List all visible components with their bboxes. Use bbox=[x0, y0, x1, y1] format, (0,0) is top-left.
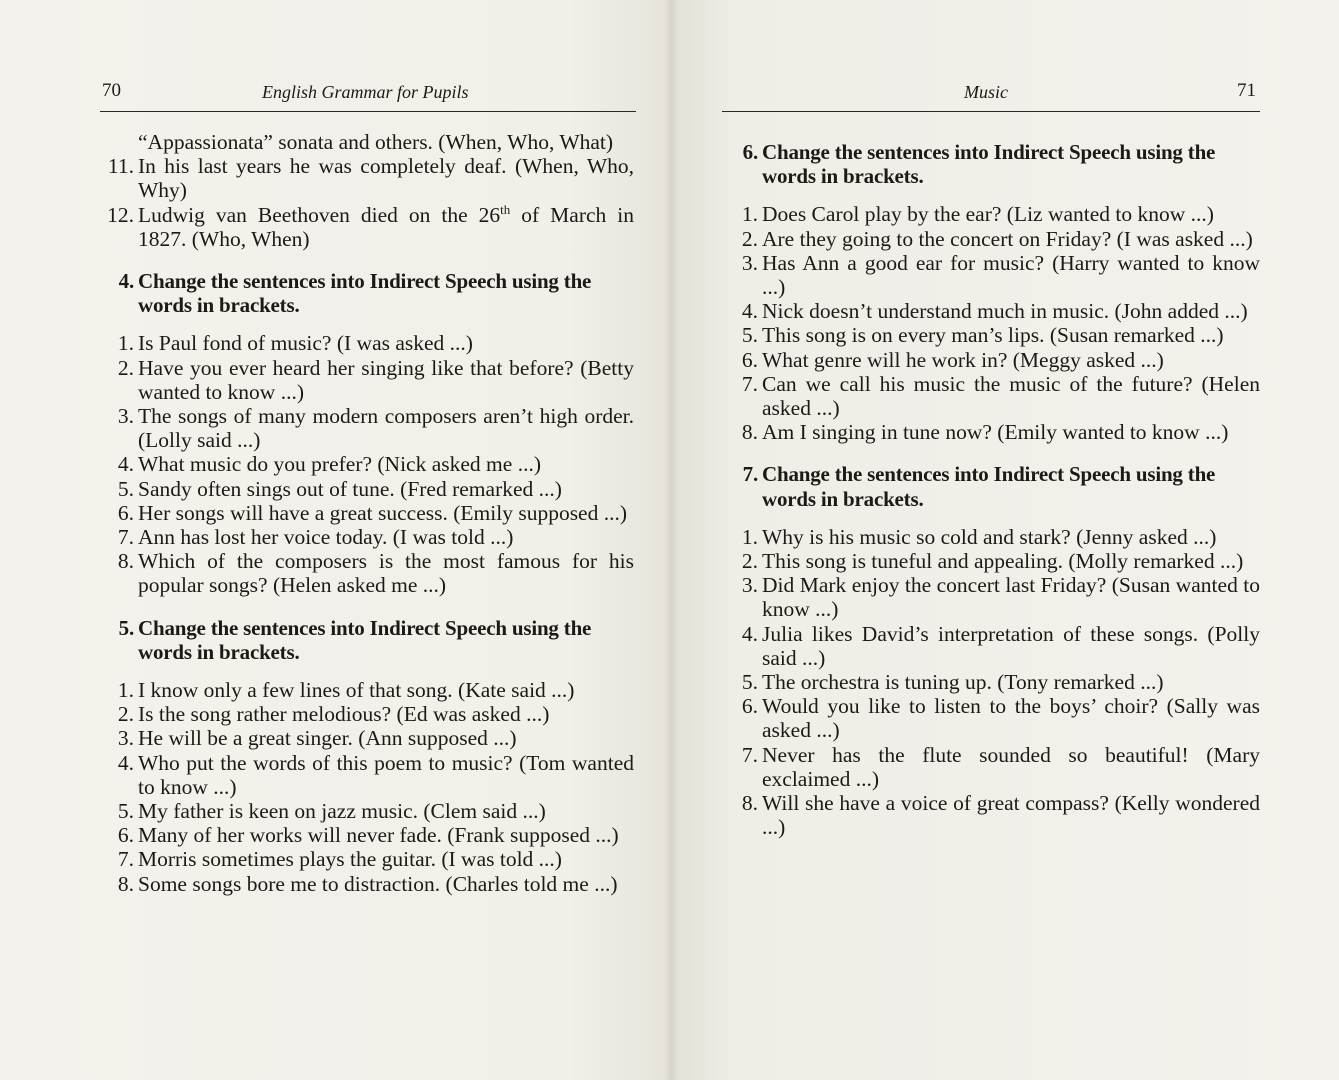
list-item: 6. Many of her works will never fade. (Frank supposed ...) bbox=[117, 823, 619, 848]
page-number: 71 bbox=[1237, 80, 1256, 101]
exercise-heading: 7. Change the sentences into Indirect Speech using the words in brackets. bbox=[742, 462, 1216, 511]
list-item: 4. Julia likes David’s interpretation of these songs. (Polly said ...) bbox=[741, 621, 1260, 670]
list-item: 3. Has Ann a good ear for music? (Harry wanted to know ...) bbox=[741, 250, 1260, 300]
page-number: 70 bbox=[102, 80, 121, 101]
exercise-6 bbox=[728, 140, 1260, 444]
continued-list bbox=[104, 130, 634, 251]
list-item: 2. Are they going to the concert on Friday? (I was asked ...) bbox=[741, 226, 1253, 251]
list-item: 7. Can we call his music the music of the future? (Helen asked ...) bbox=[741, 371, 1260, 421]
list-item: 8. Will she have a voice of great compass? (Kelly wondered ...) bbox=[741, 791, 1260, 840]
exercise-heading: 6. Change the sentences into Indirect Speech using the words in brackets. bbox=[742, 140, 1216, 189]
list-item: 3. Did Mark enjoy the concert last Friday? (Susan wanted to know ...) bbox=[741, 573, 1260, 622]
list-item: 5. Sandy often sings out of tune. (Fred remarked ...) bbox=[117, 476, 562, 501]
list-item: 4. Nick doesn’t understand much in music. (John added ...) bbox=[741, 299, 1248, 324]
list-item: 5. This song is on every man’s lips. (Susan remarked ...) bbox=[741, 323, 1224, 348]
list-item: 1. Why is his music so cold and stark? (Jenny asked ...) bbox=[741, 524, 1217, 549]
list-item: 5. My father is keen on jazz music. (Clem said ...) bbox=[117, 799, 546, 824]
book-gutter bbox=[664, 0, 678, 1080]
right-page bbox=[670, 0, 1339, 1080]
list-item: “Appassionata” sonata and others. (When, Who, What) bbox=[138, 130, 614, 154]
exercise-heading: 5. Change the sentences into Indirect Speech using the words in brackets. bbox=[118, 615, 592, 664]
right-page-header bbox=[722, 78, 1260, 112]
list-item: 7. Ann has lost her voice today. (I was told ...) bbox=[117, 525, 514, 550]
list-item: 1. Is Paul fond of music? (I was asked ...) bbox=[117, 331, 473, 356]
list-item: 5. The orchestra is tuning up. (Tony remarked ...) bbox=[741, 670, 1164, 695]
list-item: 1. I know only a few lines of that song. (Kate said ...) bbox=[117, 678, 575, 703]
list-item: 8. Am I singing in tune now? (Emily wanted to know ...) bbox=[741, 420, 1229, 445]
list-item: 12. Ludwig van Beethoven died on the 26th of March in 1827. (Who, When) bbox=[107, 201, 635, 251]
left-page-header bbox=[100, 78, 636, 112]
running-title: English Grammar for Pupils bbox=[262, 82, 469, 102]
list-item: 8. Some songs bore me to distraction. (Charles told me ...) bbox=[117, 871, 618, 896]
list-item: 3. He will be a great singer. (Ann supposed ...) bbox=[117, 726, 517, 751]
list-item: 2. Have you ever heard her singing like that before? (Betty wanted to know ...) bbox=[117, 355, 634, 404]
exercise-7 bbox=[728, 462, 1260, 839]
list-item: 7. Never has the flute sounded so beautiful! (Mary exclaimed ...) bbox=[741, 742, 1260, 791]
exercise-list bbox=[728, 202, 1260, 444]
list-item: 2. This song is tuneful and appealing. (Molly remarked ...) bbox=[741, 549, 1244, 574]
list-item: 8. Which of the composers is the most famous for his popular songs? (Helen asked me ...) bbox=[117, 549, 634, 598]
list-item: 6. What genre will he work in? (Meggy asked ...) bbox=[741, 347, 1164, 372]
list-item: 11. In his last years he was completely deaf. (When, Who, Why) bbox=[107, 154, 634, 203]
list-item: 3. The songs of many modern composers aren’t high order. (Lolly said ...) bbox=[117, 404, 634, 453]
list-item: 2. Is the song rather melodious? (Ed was asked ...) bbox=[117, 702, 550, 727]
right-page-content bbox=[728, 130, 1260, 839]
running-title: Music bbox=[964, 82, 1008, 102]
exercise-heading: 4. Change the sentences into Indirect Speech using the words in brackets. bbox=[118, 269, 592, 318]
exercise-4 bbox=[104, 269, 634, 598]
left-page-content bbox=[104, 130, 634, 896]
list-item: 4. What music do you prefer? (Nick asked me ...) bbox=[117, 452, 541, 477]
exercise-list bbox=[104, 678, 634, 896]
list-item: 7. Morris sometimes plays the guitar. (I was told ...) bbox=[117, 847, 562, 872]
list-item: 6. Her songs will have a great success. (Emily supposed ...) bbox=[117, 500, 628, 525]
exercise-list bbox=[104, 331, 634, 597]
list-item: 4. Who put the words of this poem to music? (Tom wanted to know ...) bbox=[117, 750, 634, 799]
exercise-list bbox=[728, 525, 1260, 840]
list-item: 6. Would you like to listen to the boys’ choir? (Sally was asked ...) bbox=[741, 694, 1260, 743]
list-item: 1. Does Carol play by the ear? (Liz wanted to know ...) bbox=[741, 202, 1214, 227]
exercise-5 bbox=[104, 616, 634, 896]
